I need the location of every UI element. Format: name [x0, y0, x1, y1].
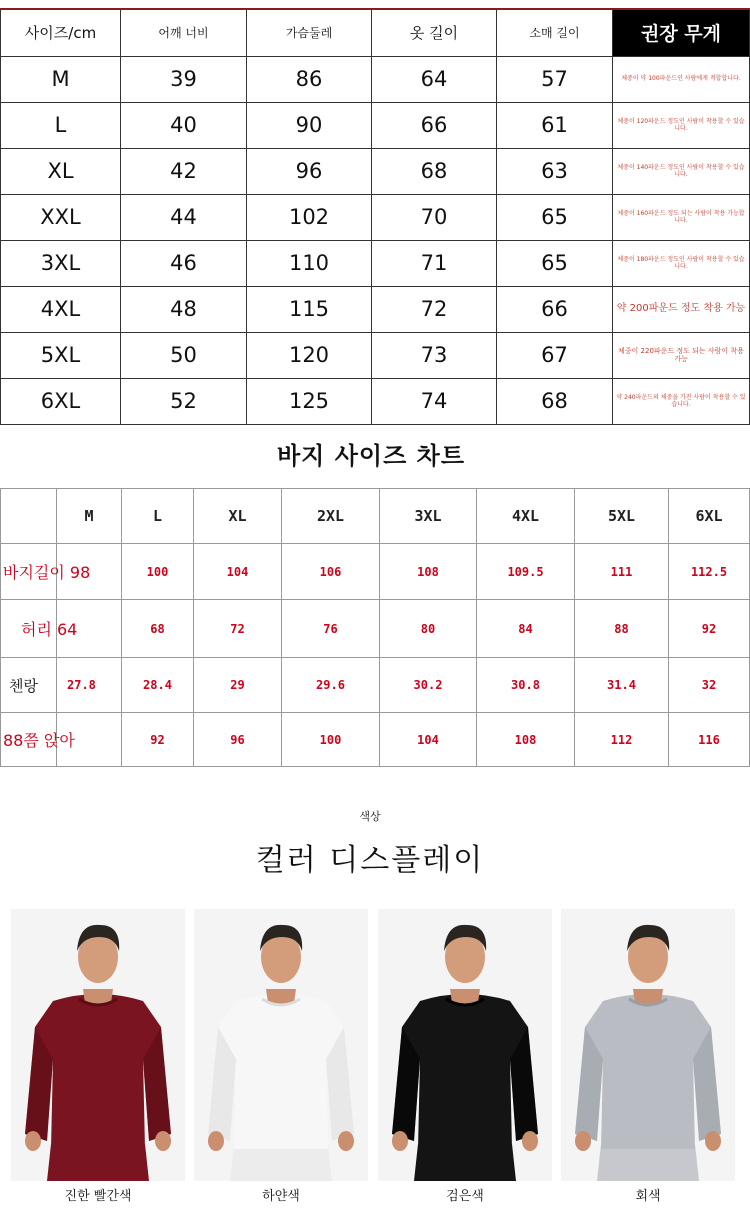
pants-value-cell: 112.5 [669, 544, 750, 600]
weight-note-cell: 약 200파운드 정도 착용 가능 [613, 286, 750, 332]
table-row [1, 148, 750, 194]
shoulder-cell: 42 [121, 148, 247, 194]
shoulder-cell: 40 [121, 102, 247, 148]
chest-cell: 96 [247, 148, 372, 194]
pants-value-cell: 100 [282, 713, 380, 767]
pants-value-cell: 68 [122, 600, 194, 658]
length-cell: 68 [372, 148, 497, 194]
size-cell: 5XL [1, 332, 121, 378]
pants-value-cell: 109.5 [477, 544, 575, 600]
pants-row-label: 88쯤 앉아 [1, 713, 57, 767]
shoulder-cell: 50 [121, 332, 247, 378]
pants-value-cell [57, 713, 122, 767]
color-label: 검은색 [446, 1189, 484, 1204]
pants-value-cell: 28.4 [122, 658, 194, 713]
size-cell: 3XL [1, 240, 121, 286]
table-row [1, 332, 750, 378]
size-cell: XL [1, 148, 121, 194]
weight-note-cell: 체중이 180파운드 정도인 사람이 착용할 수 있습니다. [613, 240, 750, 286]
pants-row-label: 바지길이 98 [1, 544, 57, 600]
pants-value-cell: 84 [477, 600, 575, 658]
table-row [1, 658, 750, 713]
chest-cell: 90 [247, 102, 372, 148]
pants-size-header: 2XL [282, 489, 380, 544]
pants-value-cell: 104 [380, 713, 477, 767]
pants-value-cell: 96 [194, 713, 282, 767]
pants-row-label: 첸랑 [1, 658, 57, 713]
length-cell: 74 [372, 378, 497, 424]
chest-cell: 110 [247, 240, 372, 286]
weight-note-cell: 체중이 120파운드 정도인 사람이 착용할 수 있습니다. [613, 102, 750, 148]
size-cell: 6XL [1, 378, 121, 424]
sleeve-cell: 63 [497, 148, 613, 194]
sleeve-cell: 65 [497, 194, 613, 240]
pants-row-label: 허리 64 [1, 600, 57, 658]
weight-note-cell: 약 240파운드의 체중을 가진 사람이 착용할 수 있습니다. [613, 378, 750, 424]
table-row [1, 544, 750, 600]
chest-cell: 102 [247, 194, 372, 240]
header-size: 사이즈/cm [1, 9, 121, 56]
pants-value-cell: 108 [380, 544, 477, 600]
size-cell: M [1, 56, 121, 102]
header-shoulder: 어깨 너비 [121, 9, 247, 56]
pants-value-cell [57, 600, 122, 658]
table-row [1, 56, 750, 102]
sleeve-cell: 67 [497, 332, 613, 378]
pants-value-cell: 104 [194, 544, 282, 600]
pants-value-cell: 112 [575, 713, 669, 767]
color-swatch-image [561, 909, 735, 1181]
pants-value-cell: 30.2 [380, 658, 477, 713]
header-recommended-weight: 권장 무게 [613, 9, 750, 56]
shoulder-cell: 46 [121, 240, 247, 286]
sleeve-cell: 57 [497, 56, 613, 102]
color-subtitle: 색상 [359, 810, 381, 823]
color-label: 회색 [635, 1189, 661, 1204]
length-cell: 70 [372, 194, 497, 240]
top-table-header-row [1, 9, 750, 56]
size-cell: L [1, 102, 121, 148]
table-row [1, 600, 750, 658]
shoulder-cell: 48 [121, 286, 247, 332]
table-row [1, 194, 750, 240]
chest-cell: 115 [247, 286, 372, 332]
table-row [1, 713, 750, 767]
pants-size-header: M [57, 489, 122, 544]
pants-chart-title: 바지 사이즈 차트 [277, 442, 465, 470]
corner-cell [1, 489, 57, 544]
size-cell: 4XL [1, 286, 121, 332]
shoulder-cell: 44 [121, 194, 247, 240]
header-sleeve: 소매 길이 [497, 9, 613, 56]
length-cell: 66 [372, 102, 497, 148]
pants-value-cell: 76 [282, 600, 380, 658]
pants-value-cell: 116 [669, 713, 750, 767]
header-chest: 가슴둘레 [247, 9, 372, 56]
pants-value-cell: 31.4 [575, 658, 669, 713]
header-length: 옷 길이 [372, 9, 497, 56]
pants-value-cell: 111 [575, 544, 669, 600]
size-cell: XXL [1, 194, 121, 240]
table-row [1, 240, 750, 286]
pants-size-header: 3XL [380, 489, 477, 544]
pants-value-cell: 88 [575, 600, 669, 658]
sleeve-cell: 66 [497, 286, 613, 332]
pants-value-cell: 32 [669, 658, 750, 713]
pants-value-cell: 92 [122, 713, 194, 767]
pants-value-cell: 92 [669, 600, 750, 658]
pants-value-cell: 100 [122, 544, 194, 600]
chest-cell: 125 [247, 378, 372, 424]
weight-note-cell: 체중이 140파운드 정도인 사람이 착용할 수 있습니다. [613, 148, 750, 194]
table-row [1, 102, 750, 148]
sleeve-cell: 65 [497, 240, 613, 286]
pants-size-header: 4XL [477, 489, 575, 544]
weight-note-cell: 체중이 약 100파운드인 사람에게 적합합니다. [613, 56, 750, 102]
table-row [1, 378, 750, 424]
pants-value-cell: 29.6 [282, 658, 380, 713]
color-swatch-image [194, 909, 368, 1181]
shoulder-cell: 39 [121, 56, 247, 102]
pants-size-header: 6XL [669, 489, 750, 544]
table-row [1, 286, 750, 332]
chest-cell: 86 [247, 56, 372, 102]
length-cell: 64 [372, 56, 497, 102]
weight-note-cell: 체중이 220파운드 정도 되는 사람이 착용 가능 [613, 332, 750, 378]
pants-value-cell: 80 [380, 600, 477, 658]
pants-size-header: L [122, 489, 194, 544]
pants-header-row [1, 489, 750, 544]
pants-value-cell: 29 [194, 658, 282, 713]
color-swatch-image [11, 909, 185, 1181]
sleeve-cell: 68 [497, 378, 613, 424]
color-label: 진한 빨간색 [64, 1189, 132, 1204]
pants-value-cell: 27.8 [57, 658, 122, 713]
pants-value-cell: 106 [282, 544, 380, 600]
chest-cell: 120 [247, 332, 372, 378]
length-cell: 71 [372, 240, 497, 286]
color-swatch-image [378, 909, 552, 1181]
sleeve-cell: 61 [497, 102, 613, 148]
length-cell: 72 [372, 286, 497, 332]
pants-size-header: XL [194, 489, 282, 544]
color-display-title: 컬러 디스플레이 [255, 843, 485, 878]
weight-note-cell: 체중이 160파운드 정도 되는 사람이 착용 가능합니다. [613, 194, 750, 240]
color-label: 하얀색 [262, 1189, 300, 1204]
pants-size-header: 5XL [575, 489, 669, 544]
top-size-table [0, 8, 750, 425]
pants-value-cell: 72 [194, 600, 282, 658]
length-cell: 73 [372, 332, 497, 378]
pants-size-table [0, 488, 750, 767]
pants-value-cell: 108 [477, 713, 575, 767]
shoulder-cell: 52 [121, 378, 247, 424]
pants-value-cell: 30.8 [477, 658, 575, 713]
